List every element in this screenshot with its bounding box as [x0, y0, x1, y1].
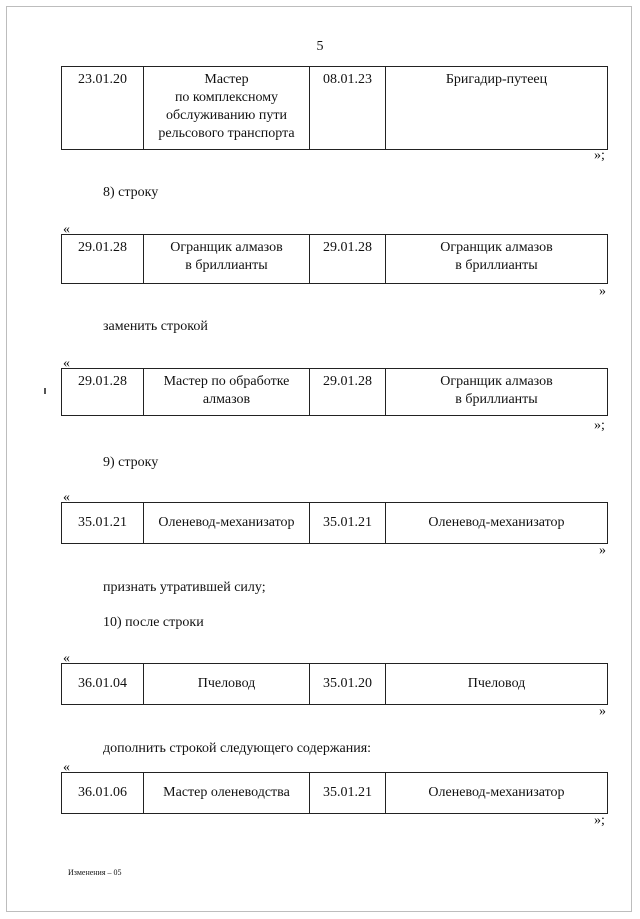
closing-quote: » [599, 704, 606, 719]
profession-cell: Огранщик алмазов в бриллианты [144, 235, 310, 284]
opening-quote: « [63, 356, 70, 371]
instruction-text: заменить строкой [103, 319, 208, 334]
closing-quote: » [599, 284, 606, 299]
code-cell: 35.01.21 [310, 773, 386, 814]
profession-cell: Огранщик алмазов в бриллианты [386, 369, 608, 416]
profession-cell: Оленевод-механизатор [386, 503, 608, 544]
table-row [61, 368, 608, 416]
closing-quote: »; [594, 418, 605, 433]
instruction-text: дополнить строкой следующего содержания: [103, 741, 372, 756]
profession-cell: Огранщик алмазов в бриллианты [386, 235, 608, 284]
opening-quote: « [63, 490, 70, 505]
instruction-text: 8) строку [103, 185, 159, 200]
instruction-text: признать утратившей силу; [103, 580, 266, 595]
profession-cell: Оленевод-механизатор [144, 503, 310, 544]
opening-quote: « [63, 222, 70, 237]
closing-quote: »; [594, 148, 605, 163]
code-cell: 35.01.21 [310, 503, 386, 544]
table-row [61, 502, 608, 544]
code-cell: 36.01.06 [62, 773, 144, 814]
table-row [61, 663, 608, 705]
profession-cell: Пчеловод [144, 664, 310, 705]
code-cell: 29.01.28 [310, 235, 386, 284]
code-cell: 35.01.20 [310, 664, 386, 705]
page-number: 5 [316, 39, 324, 54]
table-row [61, 234, 608, 284]
code-cell: 29.01.28 [62, 369, 144, 416]
code-cell: 08.01.23 [310, 67, 386, 150]
opening-quote: « [63, 651, 70, 666]
footer-note: Изменения – 05 [68, 868, 122, 877]
code-cell: 23.01.20 [62, 67, 144, 150]
profession-cell: Бригадир-путеец [386, 67, 608, 150]
instruction-text: 9) строку [103, 455, 159, 470]
instruction-text: 10) после строки [103, 615, 204, 630]
closing-quote: »; [594, 813, 605, 828]
code-cell: 29.01.28 [310, 369, 386, 416]
code-cell: 35.01.21 [62, 503, 144, 544]
table-row [61, 772, 608, 814]
profession-cell: Мастер оленеводства [144, 773, 310, 814]
profession-cell: Оленевод-механизатор [386, 773, 608, 814]
code-cell: 29.01.28 [62, 235, 144, 284]
scan-mark [44, 388, 46, 394]
closing-quote: » [599, 543, 606, 558]
opening-quote: « [63, 760, 70, 775]
profession-cell: Мастер по обработке алмазов [144, 369, 310, 416]
table-row [61, 66, 608, 150]
code-cell: 36.01.04 [62, 664, 144, 705]
profession-cell: Мастер по комплексному обслуживанию пути рельсового транспорта [144, 67, 310, 150]
profession-cell: Пчеловод [386, 664, 608, 705]
